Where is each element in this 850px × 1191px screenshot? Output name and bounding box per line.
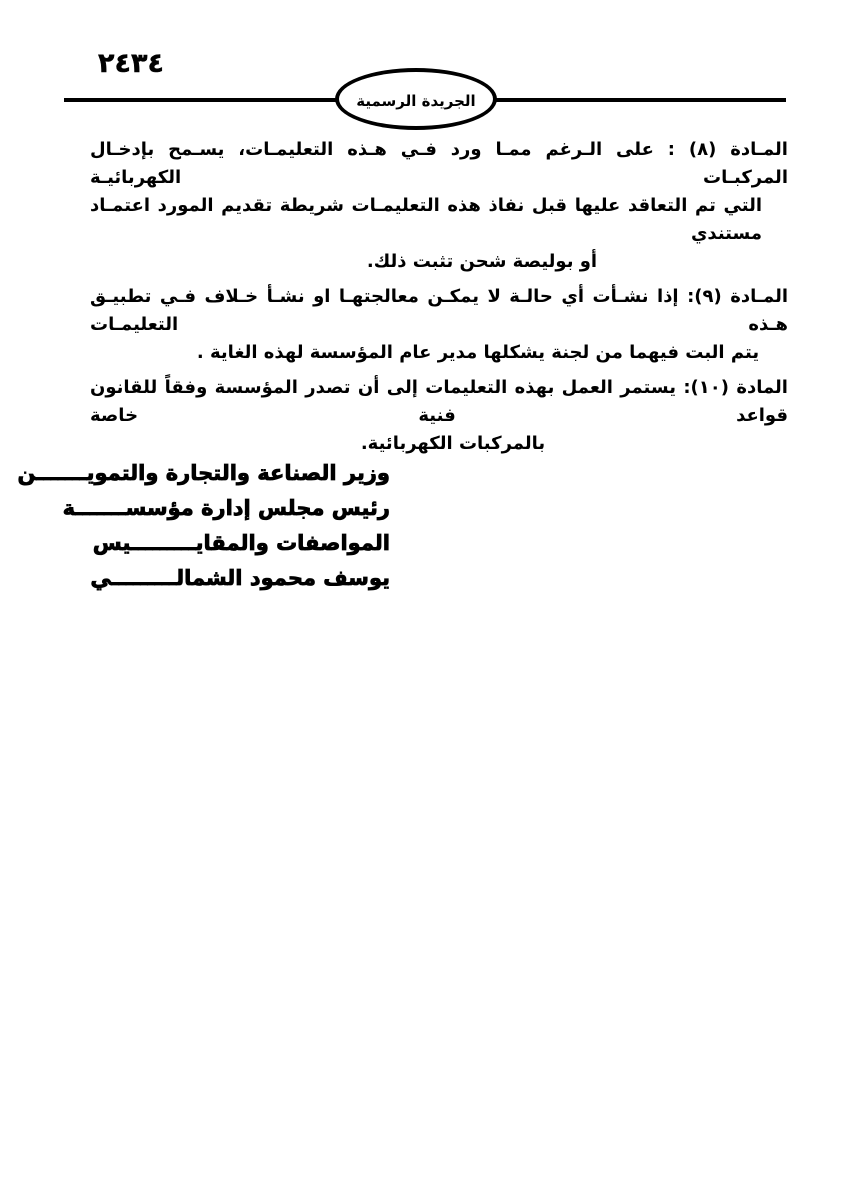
article-10-label: المادة (١٠): bbox=[683, 377, 788, 398]
signature-title-line: رئيس مجلس إدارة مؤسســـــــة bbox=[62, 496, 390, 520]
article-10 bbox=[90, 374, 788, 458]
article-line: التي تم التعاقد عليها قبل نفاذ هذه التعليمـات شريطة تقديم المورد اعتمـاد مستندي bbox=[90, 195, 762, 244]
article-line: أو بوليصة شحن تثبت ذلك. bbox=[366, 251, 598, 272]
article-9-text: إذا نشـأت أي حالـة لا يمكـن معالجتهـا او نشـأ خـلاف فـي تطبيـق هـذه التعليمـات bbox=[90, 286, 788, 335]
article-9-label: المـادة (٩): bbox=[687, 286, 788, 307]
article-10-text: يستمر العمل بهذه التعليمات إلى أن تصدر المؤسسة وفقاً للقانون قواعد فنية خاصة bbox=[90, 377, 788, 426]
signature-title-line: وزير الصناعة والتجارة والتمويـــــــن bbox=[17, 461, 390, 485]
signature-block bbox=[17, 456, 390, 596]
page-number: ٢٤٣٤ bbox=[98, 48, 164, 79]
article-line bbox=[90, 136, 788, 192]
article-line bbox=[90, 283, 788, 339]
signature-name-line: يوسف محمود الشمالـــــــــي bbox=[90, 566, 390, 590]
article-8 bbox=[90, 136, 788, 276]
article-line: يتم البت فيهما من لجنة يشكلها مدير عام المؤسسة لهذه الغاية . bbox=[196, 342, 760, 363]
article-8-text: على الـرغم ممـا ورد فـي هـذه التعليمـات، يسـمح بإدخـال المركبـات الكهربائيـة bbox=[90, 139, 788, 188]
signature-title-line: المواصفات والمقايـــــــــيس bbox=[92, 531, 390, 555]
article-9 bbox=[90, 283, 788, 367]
gazette-title: الجريدة الرسمية bbox=[356, 92, 476, 110]
gazette-oval-badge bbox=[335, 68, 497, 130]
article-line bbox=[90, 374, 788, 430]
article-8-label: المـادة (٨) : bbox=[667, 139, 788, 160]
article-line: بالمركبات الكهربائية. bbox=[360, 433, 546, 454]
articles-section bbox=[90, 136, 788, 465]
